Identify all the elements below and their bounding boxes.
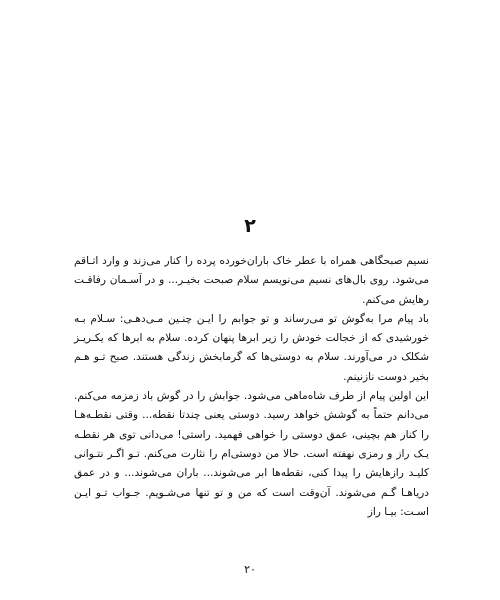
page-number: ۲۰ bbox=[244, 563, 256, 576]
paragraph-1: نسیم صبحگاهی همراه با عطر خاک باران‌خورده پرده را کنار می‌زند و وارد اتـاقم می‌شود. روی بال‌های نسیم می‌نویسم سلام صبحت بخیـر... و در آسـمان رفاقـت رهایش می‌کنم. bbox=[74, 255, 429, 306]
paragraph-3: این اولین پیام از طرف شاه‌ماهی می‌شود. جوابش را در گوش باد زمزمه می‌کنم. می‌دانم حتماً به گوشش خواهد رسید. دوستی یعنی چندتا نقطه... وقتی نقطـه‌هـا را کنار هم بچینی، عمق دوستی را خواهی فهمید. راستی! می‌دانی توی هر نقطـه یـک راز و رمزی نهفته است. حالا من دوستی‌ام را نثارت می‌کنم. تـو اگـر نتـوانی کلیـد رازهایش را پیدا کنی، نقطه‌ها ابر می‌شوند... باران می‌شوند... و در عمق دریاهـا گـم می‌شوند. آن‌وقت است که من و تو تنها می‌شـویم. جـواب تـو ایـن اسـت: بیـا راز bbox=[74, 390, 429, 518]
chapter-number: ۲ bbox=[244, 215, 256, 237]
paragraph-2: باد پیام مرا به‌گوش تو می‌رساند و تو جوابم را ایـن چنـین مـی‌دهـی: سـلام بـه خورشیدی که از خجالت خودش را زیر ابرها پنهان کرده. سلام به ابرها که یکـریـز شکلک در می‌آورند. سلام به دوستی‌ها که گرمابخش زندگی هستند. صبح تـو هـم بخیر دوست نازنینم. bbox=[74, 312, 429, 383]
chapter-body-text bbox=[74, 252, 429, 522]
